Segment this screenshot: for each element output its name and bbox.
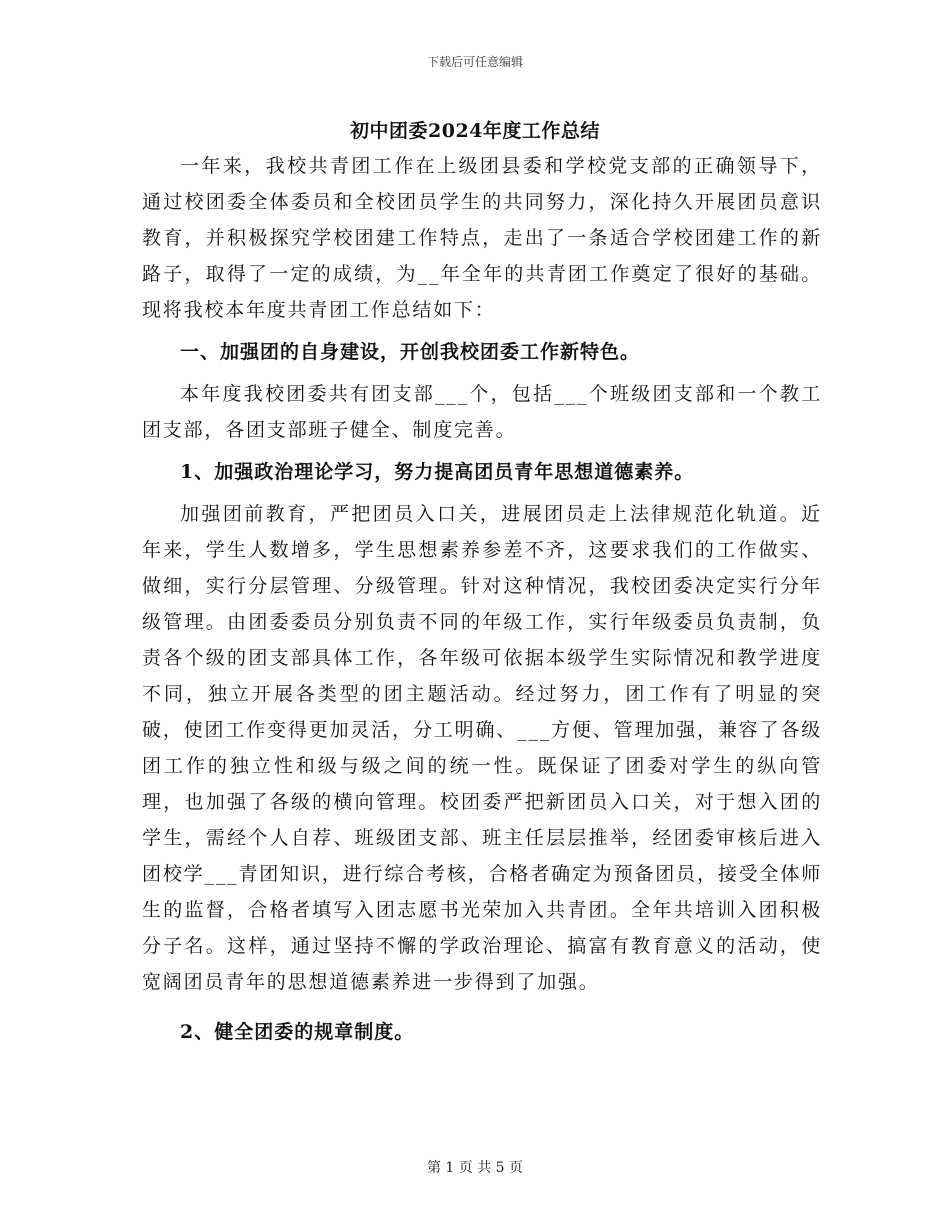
section-1-paragraph: 本年度我校团委共有团支部___个，包括___个班级团支部和一个教工团支部，各团支部班子健全、制度完善。 bbox=[142, 383, 822, 441]
subsection-1-paragraph: 加强团前教育，严把团员入口关，进展团员走上法律规范化轨道。近年来，学生人数增多，学生思想素养参差不齐，这要求我们的工作做实、做细，实行分层管理、分级管理。针对这种情况，我校团委决定实行分年级管理。由团委委员分别负责不同的年级工作，实行年级委员负责制，负责各个级的团支部具体工作，各年级可依据本级学生实际情况和教学进度不同，独立开展各类型的团主题活动。经过努力，团工作有了明显的突破，使团工作变得更加灵活，分工明确、___方便、管理加强，兼容了各级团工作的独立性和级与级之间的统一性。既保证了团委对学生的纵向管理，也加强了各级的横向管理。校团委严把新团员入口关，对于想入团的学生，需经个人自荐、班级团支部、班主任层层推举，经团委审核后进入团校学___青团知识，进行综合考核，合格者确定为预备团员，接受全体师生的监督，合格者填写入团志愿书光荣加入共青团。全年共培训入团积极分子名。这样，通过坚持不懈的学政治理论、搞富有教育意义的活动，使宽阔团员青年的思想道德素养进一步得到了加强。 bbox=[142, 503, 822, 993]
document-body bbox=[142, 148, 822, 1050]
page-header-note: 下载后可任意编辑 bbox=[426, 55, 523, 69]
document-title: 初中团委2024年度工作总结 bbox=[350, 120, 600, 142]
section-1-heading: 一、加强团的自身建设，开创我校团委工作新特色。 bbox=[180, 341, 641, 363]
subsection-1-heading: 1、加强政治理论学习，努力提高团员青年思想道德素养。 bbox=[180, 461, 695, 483]
intro-paragraph: 一年来，我校共青团工作在上级团县委和学校党支部的正确领导下，通过校团委全体委员和全校团员学生的共同努力，深化持久开展团员意识教育，并积极探究学校团建工作特点，走出了一条适合学校团建工作的新路子，取得了一定的成绩，为__年全年的共青团工作奠定了很好的基础。现将我校本年度共青团工作总结如下： bbox=[142, 155, 822, 321]
subsection-2-heading: 2、健全团委的规章制度。 bbox=[180, 1021, 415, 1043]
page-number: 第 1 页 共 5 页 bbox=[426, 1160, 524, 1176]
